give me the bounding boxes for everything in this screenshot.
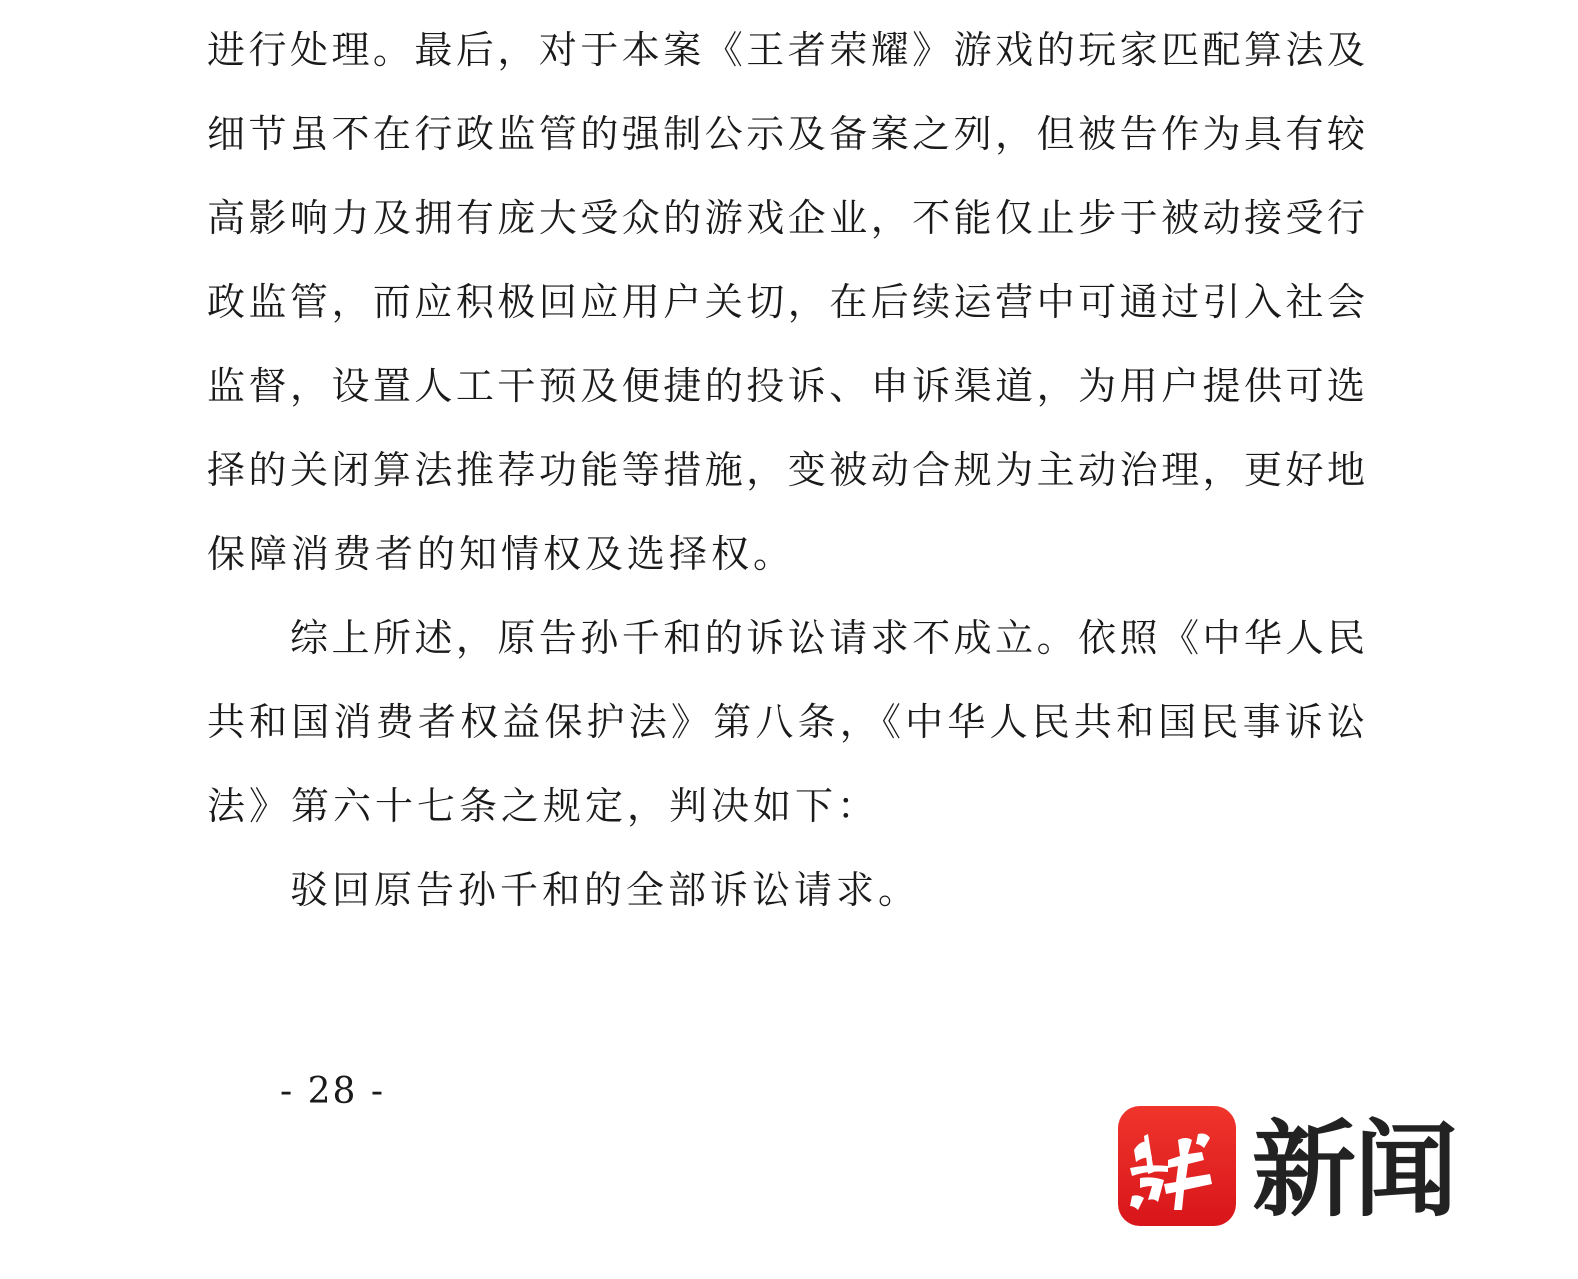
body-text-line: 政监管，而应积极回应用户关切，在后续运营中可通过引入社会 [207, 280, 1365, 324]
news-brand-text: 新闻 [1252, 1108, 1457, 1231]
body-text-line: 择的关闭算法推荐功能等措施，变被动合规为主动治理，更好地 [207, 448, 1365, 492]
body-text-line: 保障消费者的知情权及选择权。 [207, 532, 796, 576]
news-watermark [1118, 1106, 1498, 1236]
body-text-line: 细节虽不在行政监管的强制公示及备案之列，但被告作为具有较 [207, 112, 1365, 156]
body-text-line: 进行处理。最后，对于本案《王者荣耀》游戏的玩家匹配算法及 [207, 28, 1365, 72]
body-text-line: 监督，设置人工干预及便捷的投诉、申诉渠道，为用户提供可选 [207, 364, 1365, 408]
body-text-line: 共和国消费者权益保护法》第八条，《中华人民共和国民事诉讼 [207, 700, 1365, 744]
judgment-line: 驳回原告孙千和的全部诉讼请求。 [290, 868, 921, 912]
zniu-logo-icon [1118, 1106, 1236, 1226]
page-number: - 28 - [280, 1071, 386, 1112]
body-text-line: 法》第六十七条之规定，判决如下： [207, 784, 880, 828]
body-text-line: 高影响力及拥有庞大受众的游戏企业，不能仅止步于被动接受行 [207, 196, 1365, 240]
paragraph-start-line: 综上所述，原告孙千和的诉讼请求不成立。依照《中华人民 [290, 616, 1365, 660]
